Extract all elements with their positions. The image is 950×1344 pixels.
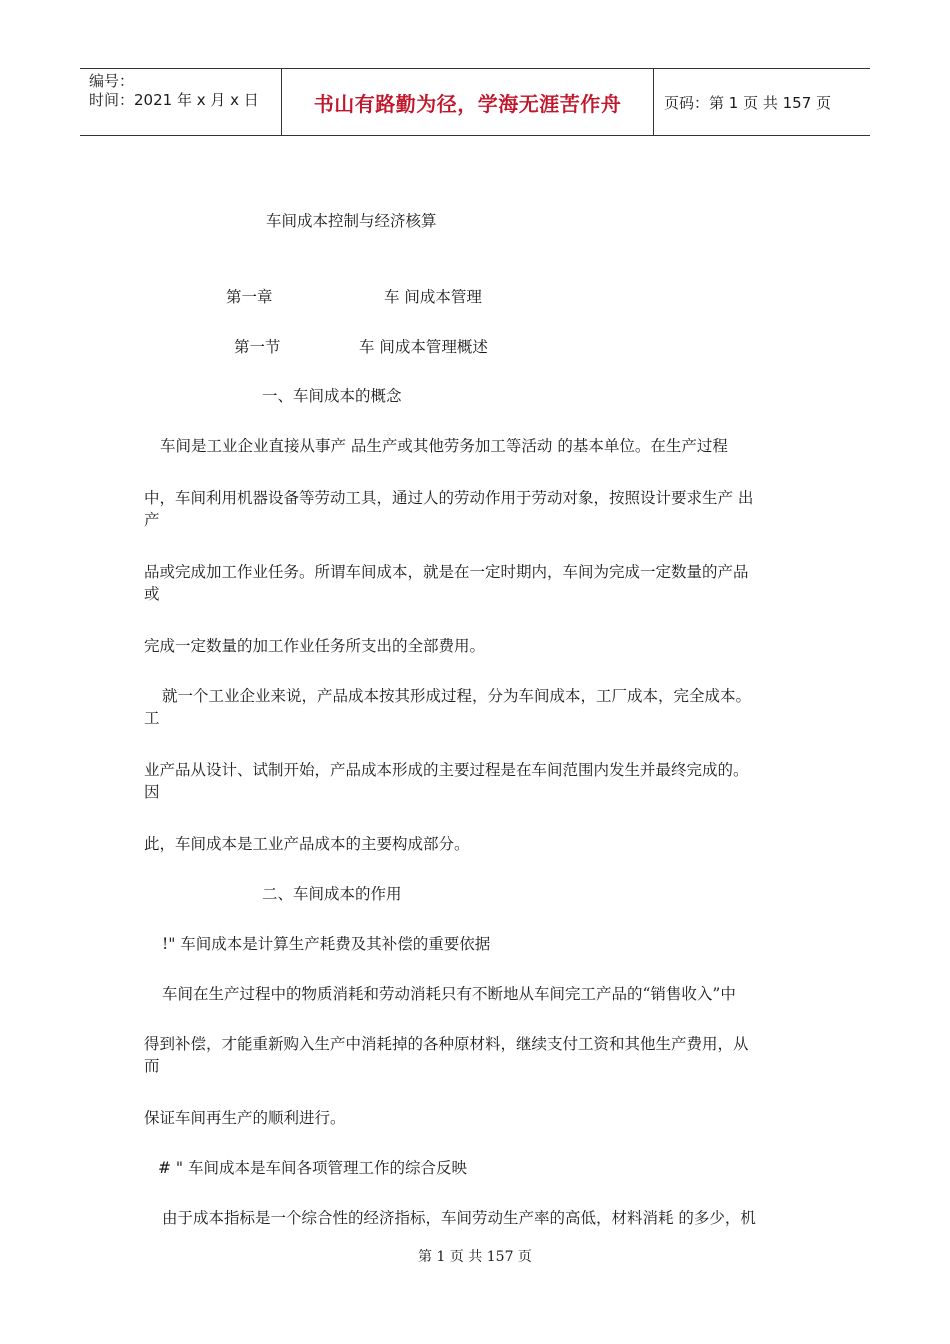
- paragraph-line: 车间在生产过程中的物质消耗和劳动消耗只有不断地从车间完工产品的“销售收入”中: [162, 985, 736, 1003]
- paragraph-line: 产: [144, 511, 160, 529]
- paragraph-line: 车间是工业企业直接从事产 品生产或其他劳务加工等活动 的基本单位。在生产过程: [160, 437, 728, 455]
- paragraph-line: 品或完成加工作业任务。所谓车间成本，就是在一定时期内，车间为完成一定数量的产品: [144, 563, 749, 581]
- paragraph-line: 业产品从设计、试制开始，产品成本形成的主要过程是在车间范围内发生并最终完成的。: [144, 761, 749, 779]
- paragraph-line: 就一个工业企业来说，产品成本按其形成过程，分为车间成本，工厂成本，完全成本。: [162, 687, 752, 705]
- paragraph-line: 保证车间再生产的顺利进行。: [144, 1109, 346, 1127]
- paragraph-line: 完成一定数量的加工作业任务所支出的全部费用。: [144, 637, 486, 655]
- chapter-number: 第一章: [226, 288, 273, 306]
- paragraph-line: 因: [144, 783, 160, 801]
- paragraph-line: 此，车间成本是工业产品成本的主要构成部分。: [144, 835, 470, 853]
- subheading: # " 车间成本是车间各项管理工作的综合反映: [158, 1159, 467, 1177]
- number-label: 编号：: [89, 72, 135, 90]
- heading-1: 一、车间成本的概念: [262, 387, 402, 405]
- section-title: 车 间成本管理概述: [359, 338, 488, 356]
- motto: 书山有路勤为径，学海无涯苦作舟: [313, 91, 622, 116]
- paragraph-line: 工: [144, 709, 160, 727]
- page-footer: 第 1 页 共 157 页: [418, 1249, 532, 1265]
- header-motto-cell: [282, 69, 654, 135]
- doc-title: 车间成本控制与经济核算: [266, 212, 437, 230]
- chapter-title: 车 间成本管理: [384, 288, 482, 306]
- header-meta: [80, 69, 282, 135]
- header-page-cell: [654, 69, 870, 135]
- section-number: 第一节: [234, 338, 281, 356]
- page-info: 页码：第 1 页 共 157 页: [664, 93, 832, 112]
- date-label: 时间：2021 年 x 月 x 日: [89, 91, 259, 109]
- subheading: !" 车间成本是计算生产耗费及其补偿的重要依据: [162, 935, 491, 953]
- heading-2: 二、车间成本的作用: [262, 885, 402, 903]
- paragraph-line: 中，车间利用机器设备等劳动工具，通过人的劳动作用于劳动对象，按照设计要求生产 出: [144, 489, 754, 507]
- paragraph-line: 得到补偿，才能重新购入生产中消耗掉的各种原材料，继续支付工资和其他生产费用，从: [144, 1035, 749, 1053]
- paragraph-line: 或: [144, 585, 160, 603]
- paragraph-line: 由于成本指标是一个综合性的经济指标，车间劳动生产率的高低，材料消耗 的多少，机: [162, 1209, 756, 1227]
- paragraph-line: 而: [144, 1057, 160, 1075]
- page-header: [80, 68, 870, 136]
